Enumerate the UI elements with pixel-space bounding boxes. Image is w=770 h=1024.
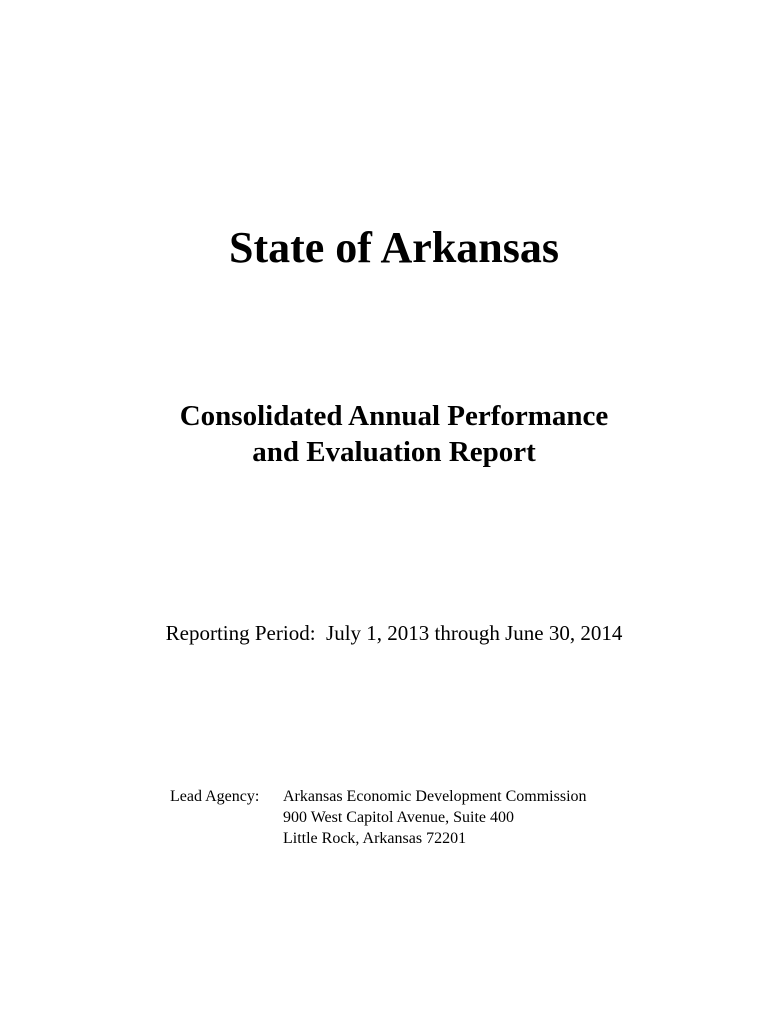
lead-agency-label: Lead Agency: [170,788,260,805]
reporting-period: Reporting Period: July 1, 2013 through June 30, 2014 [165,621,623,645]
lead-agency-address [283,786,587,849]
document-subtitle [0,398,770,470]
agency-street: 900 West Capitol Avenue, Suite 400 [283,809,514,826]
agency-city: Little Rock, Arkansas 72201 [283,830,467,847]
subtitle-line-1: Consolidated Annual Performance [179,400,609,432]
agency-name: Arkansas Economic Development Commission [283,788,587,805]
document-title: State of Arkansas [228,223,560,272]
subtitle-line-2: and Evaluation Report [252,436,536,468]
